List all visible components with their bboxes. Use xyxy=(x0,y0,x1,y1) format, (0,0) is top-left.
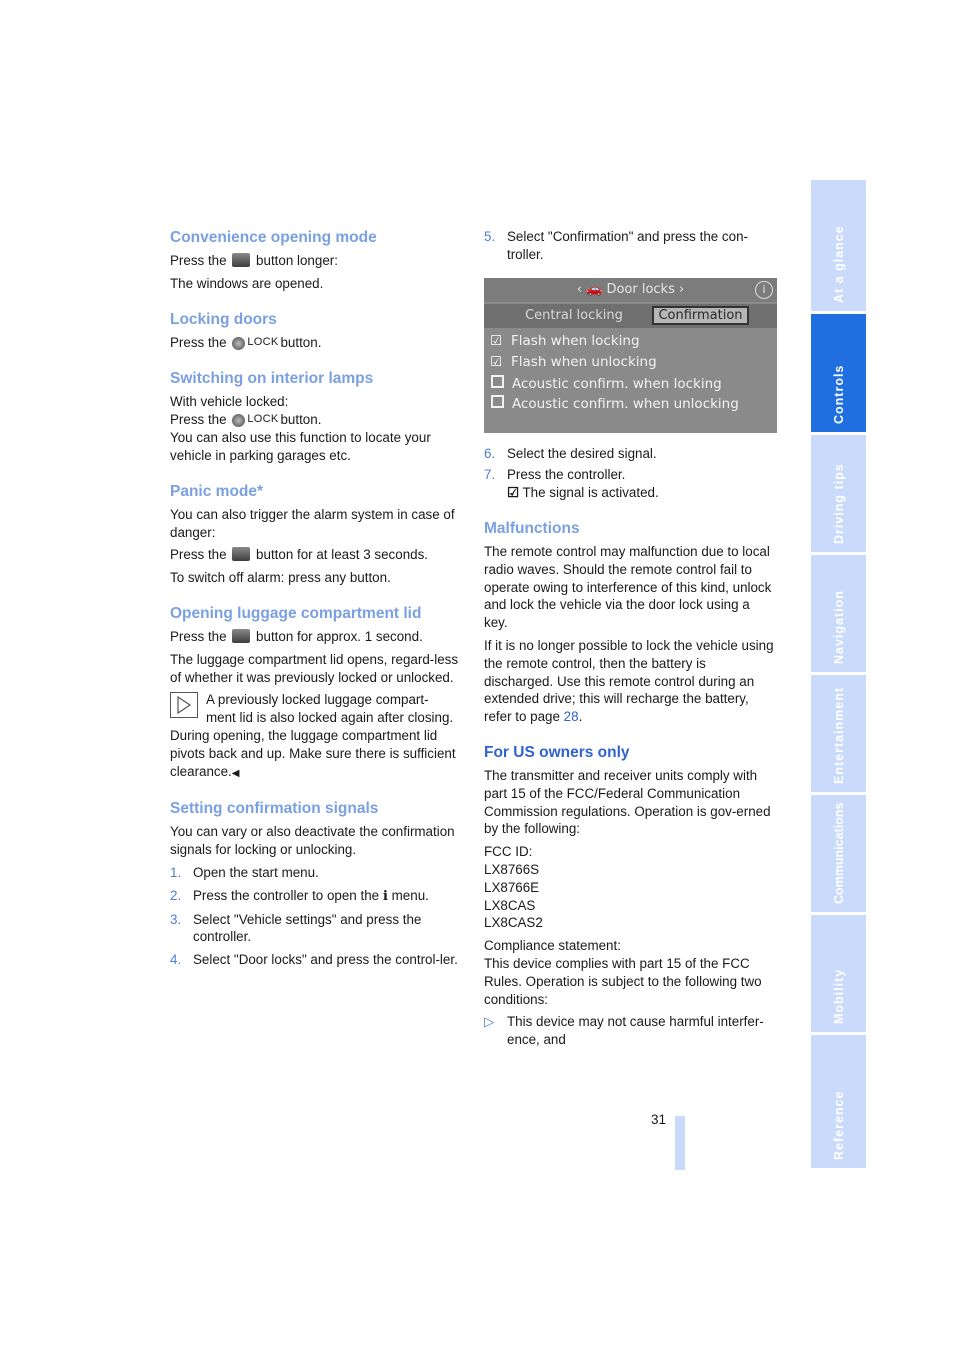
bullet-item xyxy=(484,1013,777,1049)
fcc-line: FCC ID: xyxy=(484,844,533,860)
text: button longer: xyxy=(256,253,338,268)
text: If it is no longer possible to lock the vehicle using the remote control, then the battery is discharged. Use this remote control during an extended drive; this will recharge the battery, refer to page xyxy=(484,637,774,725)
sidebar-tab-entertainment[interactable] xyxy=(811,675,866,792)
step-number: 6. xyxy=(484,445,496,461)
option-row xyxy=(490,394,739,414)
step-number: 1. xyxy=(170,864,182,880)
lock-label: LOCK xyxy=(247,413,279,426)
section-heading: Locking doors xyxy=(170,310,277,328)
fcc-line: LX8CAS xyxy=(484,897,536,913)
step-text: menu. xyxy=(391,887,429,903)
step-item xyxy=(484,228,777,264)
note-line: ment lid is also locked again after closing. xyxy=(206,710,454,726)
car-icon: 🚗 xyxy=(586,281,603,297)
sidebar-tab-mobility[interactable] xyxy=(811,915,866,1032)
section-heading: Malfunctions xyxy=(484,519,580,537)
section-heading: Convenience opening mode xyxy=(170,229,377,246)
section-heading: Setting confirmation signals xyxy=(170,800,379,818)
sidebar-tab-label: Entertainment xyxy=(831,686,846,784)
paragraph: You can also use this function to locate your vehicle in parking garages etc. xyxy=(170,430,431,463)
info-icon: i xyxy=(755,281,773,299)
sidebar-tab-label: At a glance xyxy=(831,225,846,303)
text: During opening, the luggage compartment lid pivots back and up. Make sure there is sufficient clearance. xyxy=(170,727,456,779)
step-text: Select "Vehicle settings" and press the controller. xyxy=(193,911,422,945)
note-icon xyxy=(170,692,198,718)
sidebar-tab-label: Driving tips xyxy=(831,463,846,544)
paragraph: The windows are opened. xyxy=(170,275,324,291)
paragraph xyxy=(484,637,777,726)
idrive-screen-image xyxy=(484,278,777,433)
checkmark-icon: ☑ xyxy=(507,485,520,501)
section-heading: For US owners only xyxy=(484,743,630,761)
paragraph: The remote control may malfunction due to local radio waves. Should the remote control fail to operate owing to interference of this kind, unlock and lock the vehicle via the door lock using a key. xyxy=(484,543,772,631)
paragraph xyxy=(170,334,463,352)
bullet-triangle-icon: ▷ xyxy=(484,1014,495,1030)
step-item xyxy=(484,445,777,463)
sidebar-tab-label: Communications xyxy=(831,802,846,904)
checkmark-icon: ☑ xyxy=(490,353,503,370)
sidebar-tab-label: Mobility xyxy=(831,968,846,1024)
screen-tabs xyxy=(484,304,777,328)
paragraph: Compliance statement: xyxy=(484,938,621,954)
option-row xyxy=(490,331,640,351)
note-line: A previously locked luggage compart- xyxy=(206,692,429,708)
note-line xyxy=(170,727,463,782)
lock-button-icon xyxy=(232,411,278,429)
step-text: Open the start menu. xyxy=(193,864,319,880)
text: . xyxy=(578,709,583,725)
text: Press the xyxy=(170,334,227,350)
sidebar-tab-driving-tips[interactable] xyxy=(811,435,866,552)
paragraph: You can also trigger the alarm system in case of danger: xyxy=(170,506,455,540)
page-link[interactable]: 28 xyxy=(563,709,579,725)
screen-title: Door locks xyxy=(606,281,675,297)
sidebar-tab-label: Controls xyxy=(831,364,846,424)
text: Press the xyxy=(170,253,227,268)
step-number: 4. xyxy=(170,952,182,968)
note-block xyxy=(170,691,463,782)
page-number: 31 xyxy=(651,1112,667,1127)
paragraph: The transmitter and receiver units comply with part 15 of the FCC/Federal Communication Commission regulations. Operation is gov-erned by the following: xyxy=(484,767,771,837)
sidebar-tab-label: Reference xyxy=(831,1090,846,1160)
paragraph xyxy=(170,628,463,646)
paragraph: With vehicle locked: xyxy=(170,394,289,409)
bullet-text: This device may not cause harmful interfer-ence, and xyxy=(507,1014,764,1048)
step-item xyxy=(484,466,777,502)
paragraph: You can vary or also deactivate the confirmation signals for locking or unlocking. xyxy=(170,824,455,858)
paragraph: To switch off alarm: press any button. xyxy=(170,570,391,586)
trunk-button-icon xyxy=(232,629,250,643)
left-column xyxy=(170,228,463,969)
text: Press the xyxy=(170,628,227,644)
tab-confirmation: Confirmation xyxy=(652,306,749,325)
fcc-line: LX8766E xyxy=(484,879,540,895)
section-heading: Panic mode* xyxy=(170,482,264,500)
checkmark-icon: ☑ xyxy=(490,332,503,349)
sidebar-tab-controls[interactable] xyxy=(811,314,866,432)
sidebar-tab-label: Navigation xyxy=(831,590,846,664)
screen-title-bar: ‹ 🚗 Door locks › i xyxy=(484,278,777,302)
step-text: Press the controller. xyxy=(507,467,626,483)
sidebar-tab-at-a-glance[interactable] xyxy=(811,180,866,311)
text: button. xyxy=(280,334,322,350)
paragraph xyxy=(170,546,463,564)
tab-central-locking: Central locking xyxy=(525,307,623,323)
step-item xyxy=(170,911,463,947)
fcc-line: LX8CAS2 xyxy=(484,915,543,931)
sidebar-tab-navigation[interactable] xyxy=(811,555,866,672)
text: Press the xyxy=(170,547,227,563)
page-marker-bar xyxy=(675,1116,685,1170)
step-item xyxy=(170,864,463,882)
option-label: Acoustic confirm. when locking xyxy=(512,375,722,392)
end-mark-icon: ◀ xyxy=(231,767,240,779)
checkbox-icon xyxy=(491,375,504,388)
window-button-icon xyxy=(232,253,250,267)
section-heading: Switching on interior lamps xyxy=(170,370,374,387)
step-text: The signal is activated. xyxy=(522,485,659,501)
step-text: Select the desired signal. xyxy=(507,445,657,461)
paragraph: This device complies with part 15 of the FCC Rules. Operation is subject to the following two conditions: xyxy=(484,955,762,1007)
fcc-id-list xyxy=(484,843,777,932)
step-number: 2. xyxy=(170,887,182,903)
right-column xyxy=(484,228,777,1049)
step-text: Select "Confirmation" and press the con-troller. xyxy=(507,229,748,262)
panic-button-icon xyxy=(232,547,250,561)
paragraph xyxy=(170,411,463,429)
option-label: Flash when unlocking xyxy=(511,353,657,370)
option-label: Flash when locking xyxy=(511,332,640,349)
text: button. xyxy=(280,411,322,427)
checkbox-icon xyxy=(491,395,504,408)
lock-button-icon xyxy=(232,334,278,352)
lock-label: LOCK xyxy=(247,336,279,349)
text: Press the xyxy=(170,411,227,427)
chapter-sidebar xyxy=(811,180,866,1168)
step-item xyxy=(170,951,463,969)
option-row xyxy=(490,374,722,394)
text: button for approx. 1 second. xyxy=(256,628,423,644)
step-text: Select "Door locks" and press the control-ler. xyxy=(193,952,458,968)
step-number: 5. xyxy=(484,229,496,244)
info-icon: i xyxy=(382,887,388,904)
option-label: Acoustic confirm. when unlocking xyxy=(512,395,739,412)
text: button for at least 3 seconds. xyxy=(256,547,429,563)
fcc-line: LX8766S xyxy=(484,861,540,877)
step-number: 3. xyxy=(170,911,182,927)
sidebar-tab-reference[interactable] xyxy=(811,1035,866,1168)
paragraph xyxy=(170,252,463,270)
paragraph: The luggage compartment lid opens, regard-less of whether it was previously locked or unlocked. xyxy=(170,651,459,685)
option-row xyxy=(490,352,657,372)
section-heading: Opening luggage compartment lid xyxy=(170,604,422,622)
sidebar-tab-communications[interactable] xyxy=(811,795,866,912)
step-number: 7. xyxy=(484,467,496,483)
step-item xyxy=(170,887,463,906)
step-text: Press the controller to open the xyxy=(193,887,380,903)
